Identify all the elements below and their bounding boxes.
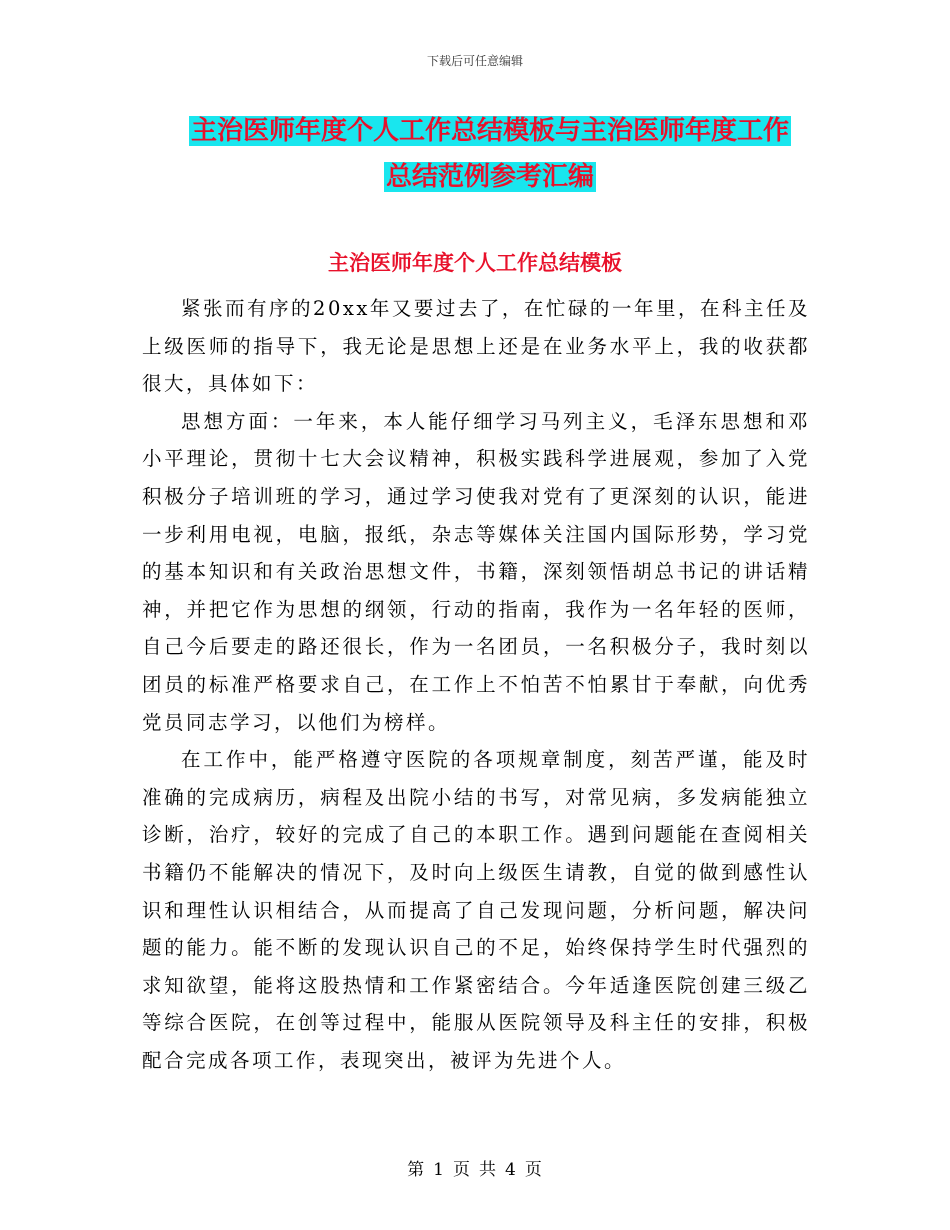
total-pages: 4 <box>505 1160 517 1180</box>
page-footer <box>0 1155 950 1180</box>
document-title <box>150 108 830 200</box>
page-label-mid: 页 <box>453 1160 471 1180</box>
document-body <box>142 290 810 1079</box>
paragraph: 思想方面：一年来，本人能仔细学习马列主义，毛泽东思想和邓小平理论，贯彻十七大会议精神，积极实践科学进展观，参加了入党积极分子培训班的学习，通过学习使我对党有了更深刻的认识，能进一步利用电视，电脑，报纸，杂志等媒体关注国内国际形势，学习党的基本知识和有关政治思想文件，书籍，深刻领悟胡总书记的讲话精神，并把它作为思想的纲领，行动的指南，我作为一名年轻的医师，自己今后要走的路还很长，作为一名团员，一名积极分子，我时刻以团员的标准严格要求自己，在工作上不怕苦不怕累甘于奉献，向优秀党员同志学习，以他们为榜样。 <box>142 409 810 734</box>
section-title: 主治医师年度个人工作总结模板 <box>328 251 622 275</box>
document-title-line-2: 总结范例参考汇编 <box>385 162 594 192</box>
paragraph: 在工作中，能严格遵守医院的各项规章制度，刻苦严谨，能及时准确的完成病历，病程及出院小结的书写，对常见病，多发病能独立诊断，治疗，较好的完成了自己的本职工作。遇到问题能在查阅相关书籍仍不能解决的情况下，及时向上级医生请教，自觉的做到感性认识和理性认识相结合，从而提高了自己发现问题，分析问题，解决问题的能力。能不断的发现认识自己的不足，始终保持学生时代强烈的求知欲望，能将这股热情和工作紧密结合。今年适逢医院创建三级乙等综合医院，在创等过程中，能服从医院领导及科主任的安排，积极配合完成各项工作，表现突出，被评为先进个人。 <box>142 748 810 1072</box>
document-title-line-1: 主治医师年度个人工作总结模板与主治医师年度工作 <box>190 116 789 146</box>
page-label-suffix: 页 <box>524 1160 543 1180</box>
page-number: 1 <box>433 1160 445 1180</box>
page-label-prefix: 第 <box>407 1160 426 1180</box>
header-note: 下载后可任意编辑 <box>426 54 523 68</box>
total-label: 共 <box>479 1160 497 1180</box>
paragraph: 紧张而有序的20xx年又要过去了，在忙碌的一年里，在科主任及上级医师的指导下，我无论是思想上还是在业务水平上，我的收获都很大，具体如下： <box>142 297 810 396</box>
